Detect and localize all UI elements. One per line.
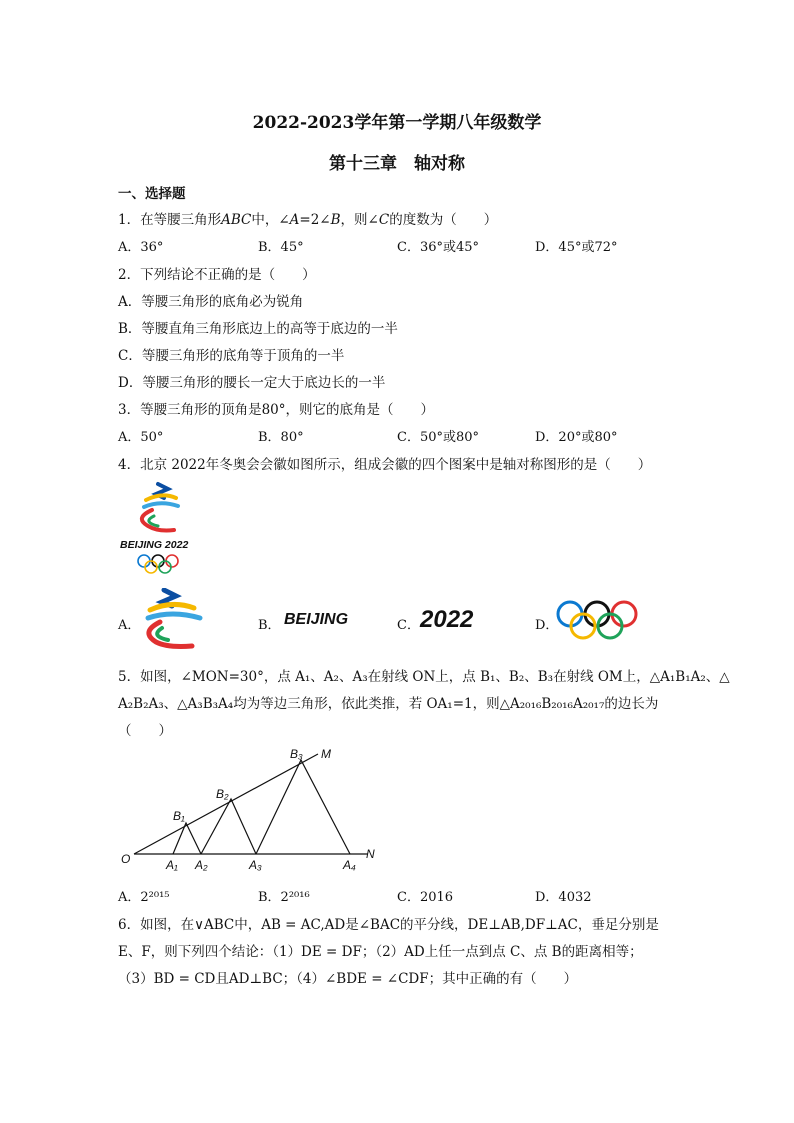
q1-var-c: C (378, 212, 390, 228)
question-6-line1: 6．如图，在∨ABC中，AB = AC,AD是∠BAC的平分线，DE⊥AB,DF⊥AC，垂足分别是 (118, 917, 659, 933)
label-o: O (121, 852, 131, 866)
q4-option-c-label[interactable]: C． (397, 618, 420, 633)
q1-var-a: A (289, 212, 300, 228)
q1-option-b[interactable]: B．45° (258, 240, 304, 255)
beijing-text-figure[interactable] (282, 604, 354, 632)
q1-var-abc: ABC (221, 212, 252, 228)
q2-option-b[interactable]: B．等腰直角三角形底边上的高等于底边的一半 (118, 321, 398, 337)
triangle-1 (173, 823, 201, 854)
q4-option-a-label[interactable]: A． (118, 618, 141, 633)
question-2-stem: 2．下列结论不正确的是（ ） (118, 267, 316, 283)
q3-option-b[interactable]: B．80° (258, 430, 304, 445)
olympic-rings-icon[interactable] (556, 598, 640, 642)
q3-option-c[interactable]: C．50°或80° (397, 430, 480, 445)
triangle-sequence-figure (118, 742, 388, 877)
label-a3: A₃ (249, 858, 262, 872)
label-a1: A₁ (166, 858, 178, 872)
question-5-line3: （ ） (118, 723, 172, 739)
q5-option-b[interactable]: B．2²⁰¹⁶ (258, 890, 310, 905)
q1-text-end: 的度数为（ ） (389, 212, 498, 228)
q2-option-c[interactable]: C．等腰三角形的底角等于顶角的一半 (118, 348, 345, 364)
beijing-2022-emblem-icon (118, 480, 204, 574)
q1-text-mid: 中，∠ (251, 212, 290, 228)
emblem-figure-icon[interactable] (138, 588, 210, 652)
chapter-title: 第十三章 轴对称 (329, 154, 465, 174)
q2-option-d[interactable]: D．等腰三角形的腰长一定大于底边长的一半 (118, 375, 386, 391)
label-a4: A₄ (343, 858, 356, 872)
q5-option-c[interactable]: C．2016 (397, 890, 454, 905)
beijing-text: BEIJING (284, 611, 349, 628)
label-m: M (321, 747, 331, 761)
section-heading: 一、选择题 (118, 186, 186, 202)
q4-option-d-label[interactable]: D． (535, 618, 559, 633)
q1-text-eq: =2∠ (299, 212, 331, 228)
q1-text-post: ，则∠ (340, 212, 379, 228)
label-n: N (366, 847, 375, 861)
triangle-3 (256, 760, 350, 854)
q1-option-d[interactable]: D．45°或72° (535, 240, 618, 255)
q5-option-a[interactable]: A．2²⁰¹⁵ (118, 890, 170, 905)
year-text: 2022 (420, 606, 474, 633)
q5-option-d[interactable]: D．4032 (535, 890, 592, 905)
question-6-line3: （3）BD = CD且AD⊥BC；（4）∠BDE = ∠CDF；其中正确的有（ ） (118, 971, 578, 987)
q4-option-b-label[interactable]: B． (258, 618, 281, 633)
label-b2: B₂ (216, 787, 229, 801)
question-1-stem (118, 208, 497, 228)
question-4-stem: 4．北京 2022年冬奥会会徽如图所示，组成会徽的四个图案中是轴对称图形的是（ ） (118, 457, 652, 473)
q2-option-a[interactable]: A．等腰三角形的底角必为锐角 (118, 294, 304, 310)
q1-option-c[interactable]: C．36°或45° (397, 240, 480, 255)
question-5-line2: A₂B₂A₃、△A₃B₃A₄均为等边三角形，依此类推，若 OA₁=1，则△A₂₀₁₆B₂₀₁₆A₂₀₁₇的边长为 (118, 696, 659, 712)
emblem-text: BEIJING 2022 (120, 539, 189, 551)
triangle-2 (201, 799, 256, 854)
label-a2: A₂ (195, 858, 208, 872)
ray-om (134, 754, 318, 854)
q1-option-a[interactable]: A．36° (118, 240, 164, 255)
label-b1: B₁ (173, 809, 185, 823)
question-6-line2: E、F，则下列四个结论：（1）DE = DF；（2）AD上任一点到点 C、点 B的距离相等； (118, 944, 643, 960)
document-title: 2022-2023学年第一学期八年级数学 (252, 113, 542, 133)
q1-text-pre: 1．在等腰三角形 (118, 212, 222, 228)
label-b3: B₃ (290, 747, 303, 761)
q3-option-a[interactable]: A．50° (118, 430, 164, 445)
q3-option-d[interactable]: D．20°或80° (535, 430, 618, 445)
question-5-line1: 5．如图，∠MON=30°，点 A₁、A₂、A₃在射线 ON上，点 B₁、B₂、B₃在射线 OM上，△A₁B₁A₂、△ (118, 669, 730, 685)
year-2022-figure[interactable] (418, 602, 490, 634)
q1-var-b: B (330, 212, 341, 228)
question-3-stem: 3．等腰三角形的顶角是80°，则它的底角是（ ） (118, 402, 435, 418)
